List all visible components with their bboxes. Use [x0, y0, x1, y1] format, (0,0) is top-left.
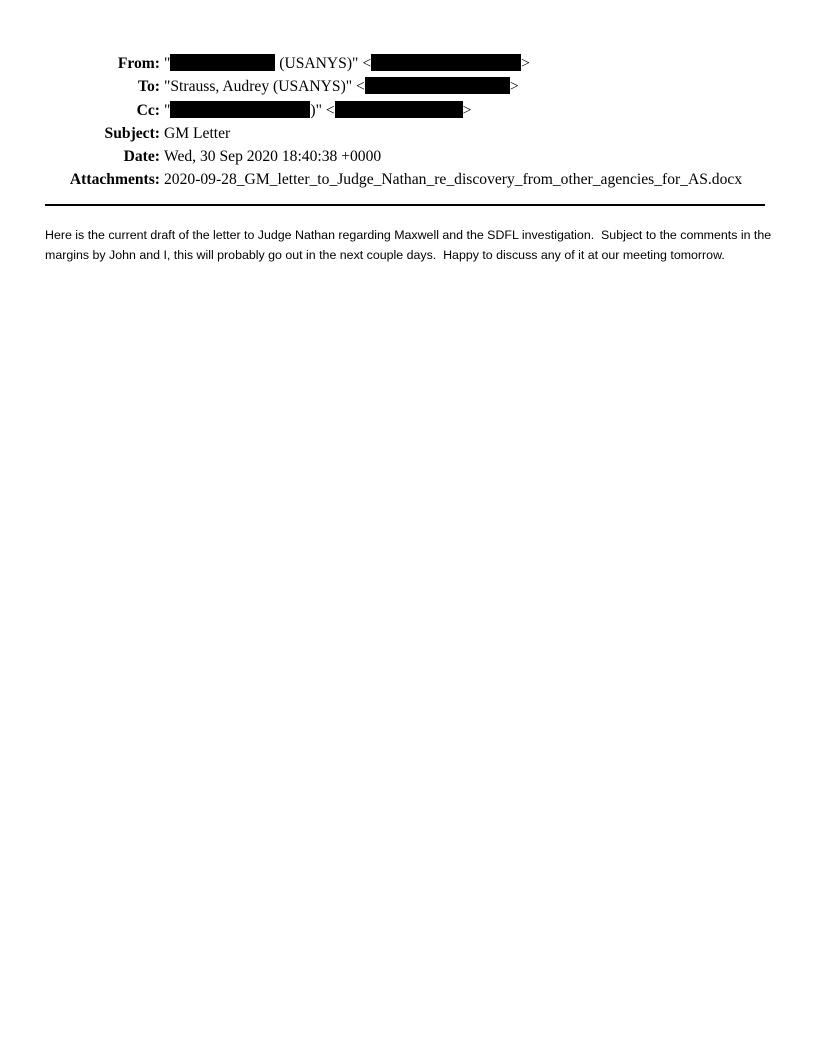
cc-middle: )" < — [310, 101, 335, 119]
redaction-block — [170, 101, 310, 118]
from-middle: (USANYS)" < — [275, 55, 372, 72]
from-prefix: " — [164, 55, 171, 72]
from-value — [164, 52, 530, 75]
email-body: Here is the current draft of the letter to Judge Nathan regarding Maxwell and the SDFL investigation. Subject to the comments in the margins by John and I, this will probably go out in the next couple days. Happy to discuss any of it at our meeting tomorrow. — [45, 228, 775, 262]
cc-value — [164, 99, 471, 122]
cc-row — [0, 99, 816, 122]
date-value: Wed, 30 Sep 2020 18:40:38 +0000 — [164, 148, 382, 166]
cc-suffix: > — [462, 101, 472, 119]
from-suffix: > — [521, 55, 530, 72]
email-header — [0, 52, 816, 192]
cc-prefix: " — [164, 101, 171, 119]
to-prefix: "Strauss, Audrey (USANYS)" < — [164, 78, 365, 96]
date-row — [0, 145, 816, 168]
to-value — [164, 75, 519, 98]
from-row — [0, 52, 816, 75]
subject-row — [0, 122, 816, 145]
from-label: From: — [117, 55, 160, 72]
attachment-filename[interactable]: 2020-09-28_GM_letter_to_Judge_Nathan_re_discovery_from_other_agencies_for_AS.docx — [164, 171, 743, 189]
date-label: Date: — [123, 148, 160, 166]
redaction-block — [335, 101, 463, 118]
to-row — [0, 75, 816, 98]
redaction-block — [371, 54, 521, 71]
redaction-block — [170, 54, 275, 71]
subject-label: Subject: — [104, 124, 160, 142]
cc-label: Cc: — [136, 101, 160, 119]
subject-value: GM Letter — [164, 124, 231, 142]
attachments-label: Attachments: — [69, 171, 160, 189]
to-label: To: — [138, 78, 160, 96]
to-suffix: > — [509, 78, 519, 96]
attachments-row — [0, 168, 816, 191]
header-divider — [45, 204, 765, 206]
redaction-block — [365, 77, 510, 94]
